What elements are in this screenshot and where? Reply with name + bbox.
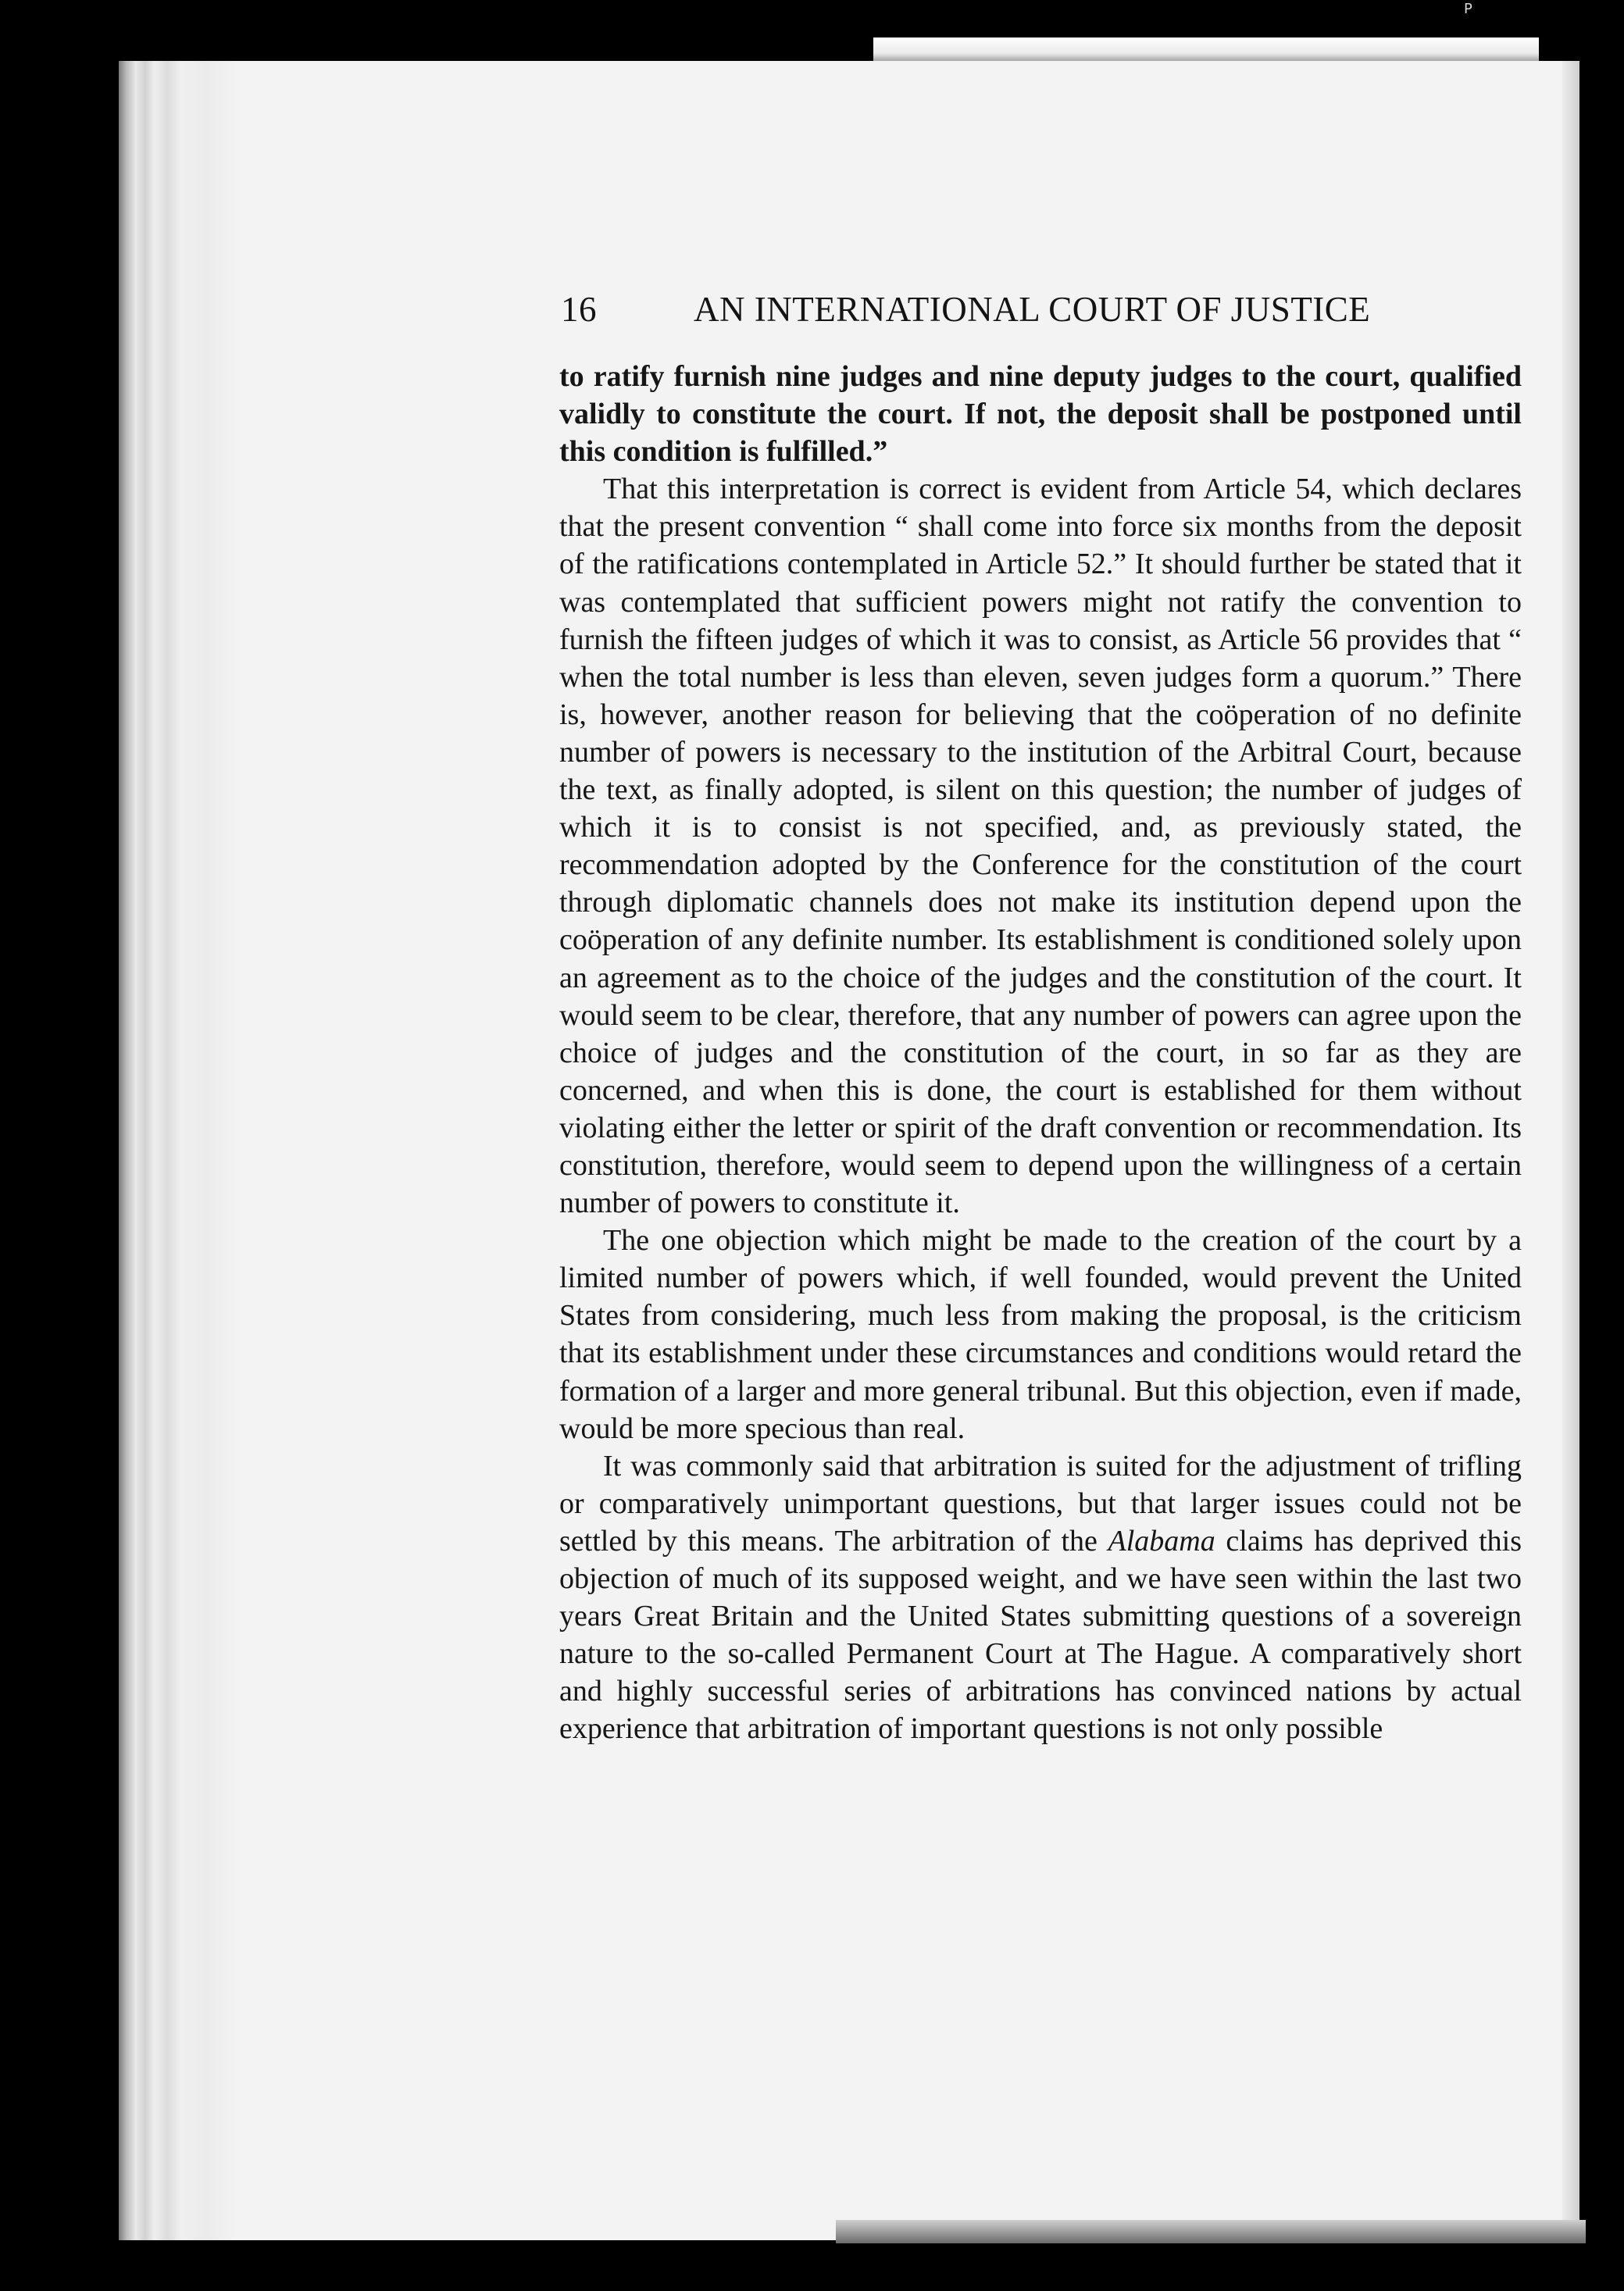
page-bottom-shadow — [836, 2220, 1586, 2243]
corner-mark: P — [1464, 1, 1472, 17]
paragraph-4-part-1: It was commonly said that arbitration is suited for the adjustment of trifling or comparatively unimportant questions, but that larger issues could not be settled by this means. The arbitration of the — [559, 1449, 1522, 1558]
alabama-italic: Alabama — [1108, 1524, 1215, 1558]
paragraph-4 — [559, 1447, 1522, 1748]
page-right-edge — [1562, 61, 1579, 2240]
paragraph-3: The one objection which might be made to the creation of the court by a limited number of powers which, if well founded, would prevent the United States from considering, much less from making the proposal, is the criticism that its establishment under these circumstances and conditions would retard the formation of a larger and more general tribunal. But this objection, even if made, would be more specious than real. — [559, 1224, 1522, 1445]
body-text — [559, 358, 1522, 1747]
page-number: 16 — [561, 290, 597, 329]
binding-gutter — [119, 61, 236, 2240]
running-header — [561, 289, 1404, 341]
paragraph-2: That this interpretation is correct is evident from Article 54, which declares that the present convention “ shall come into force six months from the deposit of the ratifications contemplated in Article 52.” It should further be stated that it was contemplated that sufficient powers might not ratify the convention to furnish the fifteen judges of which it was to consist, as Article 56 provides that “ when the total number is less than eleven, seven judges form a quorum.” There is, however, another reason for believing that the coöperation of no definite number of powers is necessary to the institution of the Arbitral Court, because the text, as finally adopted, is silent on this question; the number of judges of which it is to consist is not specified, and, as previously stated, the recommendation adopted by the Conference for the constitution of the court through diplomatic channels does not make its institution depend upon the coöperation of any definite number. Its establishment is conditioned solely upon an agreement as to the choice of the judges and the constitution of the court. It would seem to be clear, therefore, that any number of powers can agree upon the choice of judges and the constitution of the court, in so far as they are concerned, and when this is done, the court is established for them without violating either the letter or spirit of the draft convention or recommendation. Its constitution, therefore, would seem to depend upon the willingness of a certain number of powers to constitute it. — [559, 473, 1522, 1220]
paragraph-4-part-2: claims has deprived this objection of much of its supposed weight, and we have seen within the last two years Great Britain and the United States submitting questions of a sovereign nature to the so-called Permanent Court at The Hague. A comparatively short and highly successful series of arbitrations has convinced nations by actual experience that arbitration of important questions is not only possible — [559, 1524, 1522, 1746]
next-page-edge — [873, 37, 1539, 64]
running-title: AN INTERNATIONAL COURT OF JUSTICE — [694, 290, 1371, 329]
paragraph-1: to ratify furnish nine judges and nine deputy judges to the court, qualified validly to constitute the court. If not, the deposit shall be postponed until this condition is fulfilled.” — [559, 360, 1522, 469]
